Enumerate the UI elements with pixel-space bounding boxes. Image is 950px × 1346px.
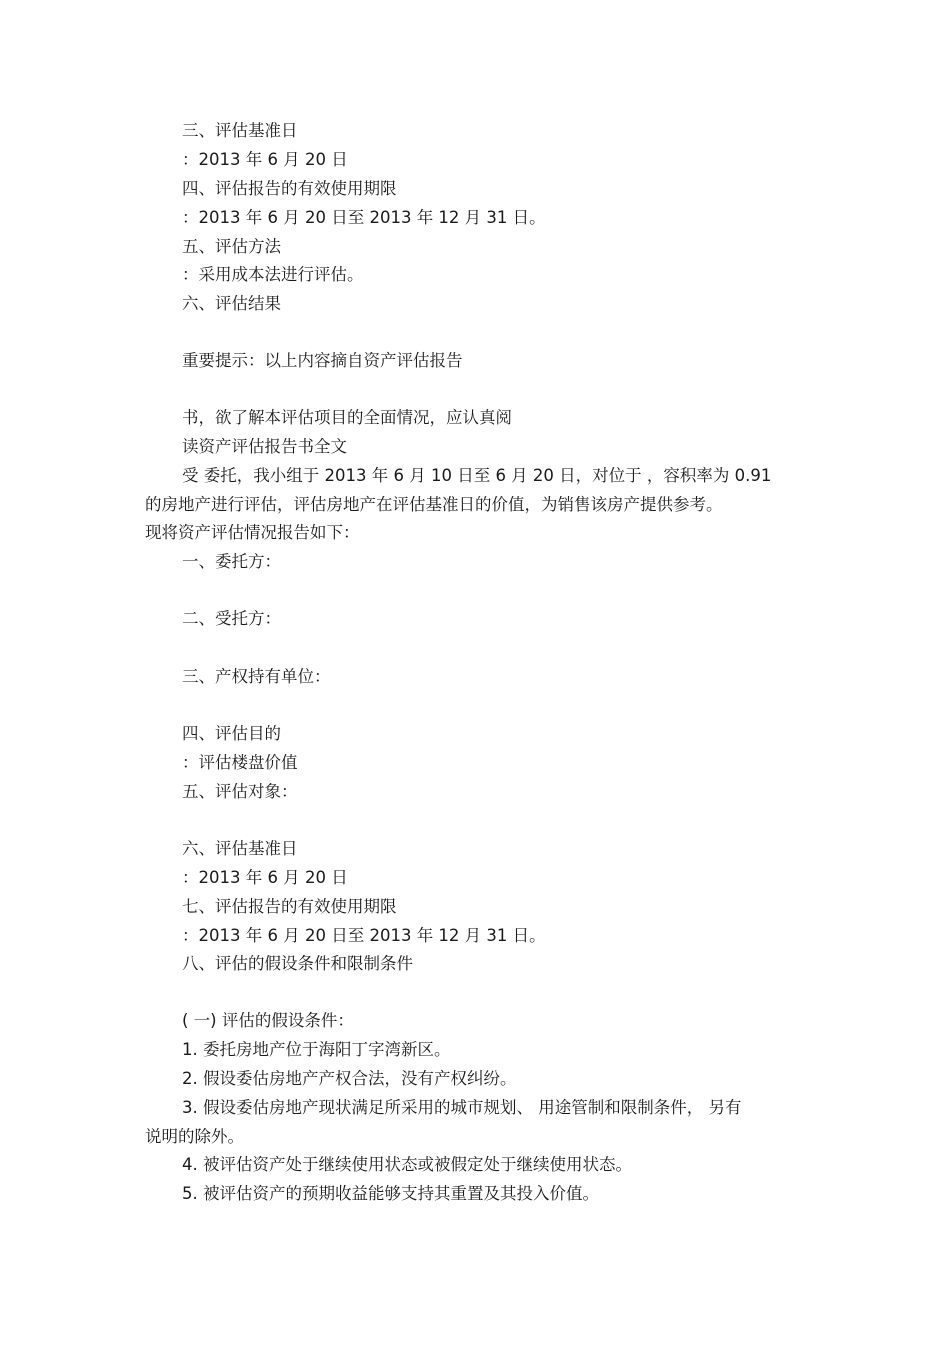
text-line: ：采用成本法进行评估。 [182,265,364,284]
text-line: ：评估楼盘价值 [182,753,298,772]
paragraph-line: 的房地产进行评估，评估房地产在评估基准日的价值，为销售该房产提供参考。 [145,495,723,514]
list-item: 3. 假设委估房地产现状满足所采用的城市规划、 用途管制和限制条件， 另有 [182,1098,742,1117]
text-line: ：2013 年 6 月 20 日至 2013 年 12 月 31 日。 [182,926,546,945]
text-line: ：2013 年 6 月 20 日至 2013 年 12 月 31 日。 [182,208,546,227]
text-line: ：2013 年 6 月 20 日 [182,868,348,887]
text-line: ：2013 年 6 月 20 日 [182,150,348,169]
section-title: 三、产权持有单位： [182,667,331,686]
list-item-continuation: 说明的除外。 [145,1127,244,1146]
paragraph-line: 现将资产评估情况报告如下： [145,523,360,542]
paragraph-line: 受 委托，我小组于 2013 年 6 月 10 日至 6 月 20 日，对位于 ，容积率为 0.91 [182,466,772,485]
notice-line: 读资产评估报告书全文 [182,437,347,456]
section-title: 二、受托方： [182,609,281,628]
section-title: 五、评估方法 [182,237,281,256]
list-item: 1. 委托房地产位于海阳丁字湾新区。 [182,1040,451,1059]
section-title: 五、评估对象： [182,782,298,801]
notice-line: 书，欲了解本评估项目的全面情况，应认真阅 [182,408,512,427]
section-title: 六、评估结果 [182,294,281,313]
subsection-title: ( 一) 评估的假设条件： [182,1011,354,1030]
list-item: 5. 被评估资产的预期收益能够支持其重置及其投入价值。 [182,1184,599,1203]
section-title: 八、评估的假设条件和限制条件 [182,954,413,973]
section-title: 六、评估基准日 [182,839,298,858]
section-title: 七、评估报告的有效使用期限 [182,897,397,916]
section-title: 四、评估报告的有效使用期限 [182,179,397,198]
notice-line: 重要提示：以上内容摘自资产评估报告 [182,351,463,370]
section-title: 三、评估基准日 [182,121,298,140]
section-title: 四、评估目的 [182,724,281,743]
list-item: 4. 被评估资产处于继续使用状态或被假定处于继续使用状态。 [182,1155,632,1174]
section-title: 一、委托方： [182,552,281,571]
list-item: 2. 假设委估房地产产权合法，没有产权纠纷。 [182,1069,517,1088]
